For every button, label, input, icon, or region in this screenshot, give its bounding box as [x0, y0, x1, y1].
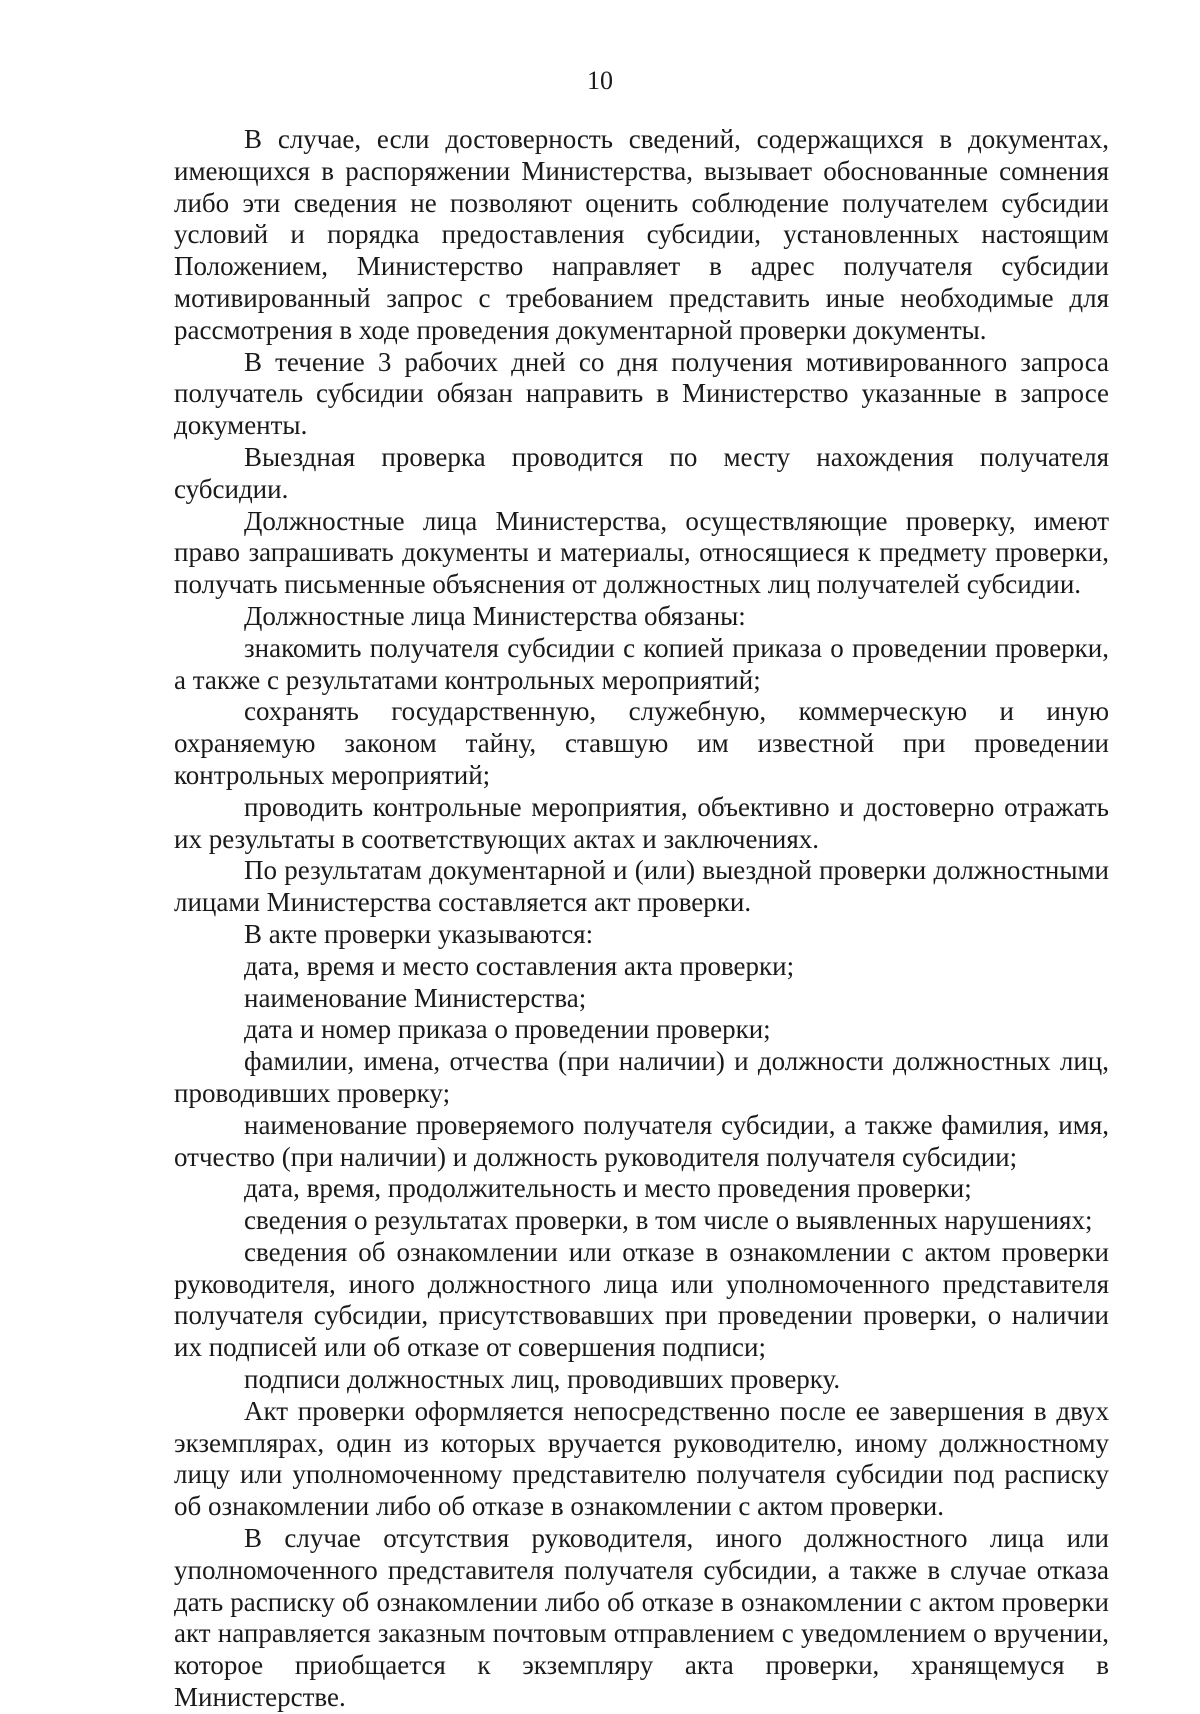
list-item-act-inspectors: фамилии, имена, отчества (при наличии) и должности должностных лиц, проводивших проверку;: [174, 1046, 1109, 1108]
paragraph-inspection-act: По результатам документарной и (или) выездной проверки должностными лицами Министерства составляется акт проверки.: [174, 855, 1109, 918]
list-item-act-recipient: наименование проверяемого получателя субсидии, а также фамилия, имя, отчество (при наличии) и должность руководителя получателя субсидии;: [174, 1109, 1109, 1172]
paragraph-document-verification: В случае, если достоверность сведений, содержащихся в документах, имеющихся в распоряжении Министерства, вызывает обоснованные сомнения либо эти сведения не позволяют оценить соблюдение получателем субсидии условий и порядка предоставления субсидии, установленных настоящим Положением, Министерство направляет в адрес получателя субсидии мотивированный запрос с требованием представить иные необходимые для рассмотрения в ходе проведения документарной проверки документы.: [174, 124, 1109, 345]
list-item-act-acknowledgement: сведения об ознакомлении или отказе в ознакомлении с актом проверки руководителя, иного должностного лица или уполномоченного представителя получателя субсидии, присутствовавших при проведении проверки, о наличии их подписей или об отказе от совершения подписи;: [174, 1236, 1109, 1363]
document-body: [174, 124, 1109, 1714]
list-item-act-order: дата и номер приказа о проведении проверки;: [244, 1014, 771, 1045]
list-item-act-date-place: дата, время и место составления акта проверки;: [244, 950, 795, 981]
list-item-duty-familiarize: знакомить получателя субсидии с копией приказа о проведении проверки, а также с результатами контрольных мероприятий;: [174, 632, 1109, 695]
paragraph-act-contents: В акте проверки указываются:: [244, 918, 594, 949]
list-item-act-signatures: подписи должностных лиц, проводивших проверку.: [244, 1364, 841, 1395]
paragraph-act-execution: Акт проверки оформляется непосредственно после ее завершения в двух экземплярах, один из которых вручается руководителю, иному должностному лицу или уполномоченному представителю получателя субсидии под расписку об ознакомлении либо об отказе в ознакомлении с актом проверки.: [174, 1395, 1109, 1522]
page-number: 10: [587, 66, 613, 95]
list-item-act-ministry: наименование Министерства;: [244, 982, 587, 1013]
list-item-duty-objectivity: проводить контрольные мероприятия, объективно и достоверно отражать их результаты в соответствующих актах и заключениях.: [174, 791, 1109, 854]
paragraph-response-deadline: В течение 3 рабочих дней со дня получения мотивированного запроса получатель субсидии обязан направить в Министерство указанные в запросе документы.: [174, 346, 1109, 441]
paragraph-officials-rights: Должностные лица Министерства, осуществляющие проверку, имеют право запрашивать документы и материалы, относящиеся к предмету проверки, получать письменные объяснения от должностных лиц получателей субсидии.: [174, 505, 1109, 600]
paragraph-onsite-inspection: Выездная проверка проводится по месту нахождения получателя субсидии.: [174, 441, 1109, 504]
list-item-act-duration: дата, время, продолжительность и место проведения проверки;: [244, 1173, 972, 1204]
list-item-duty-confidentiality: сохранять государственную, служебную, коммерческую и иную охраняемую законом тайну, ставшую им известной при проведении контрольных мероприятий;: [174, 696, 1109, 790]
list-item-act-results: сведения о результатах проверки, в том числе о выявленных нарушениях;: [244, 1205, 1093, 1236]
paragraph-officials-duties: Должностные лица Министерства обязаны:: [244, 600, 746, 631]
paragraph-act-mailing: В случае отсутствия руководителя, иного должностного лица или уполномоченного представителя получателя субсидии, а также в случае отказа дать расписку об ознакомлении либо об отказе в ознакомлении с актом проверки акт направляется заказным почтовым отправлением с уведомлением о вручении, которое приобщается к экземпляру акта проверки, хранящемуся в Министерстве.: [174, 1523, 1109, 1713]
